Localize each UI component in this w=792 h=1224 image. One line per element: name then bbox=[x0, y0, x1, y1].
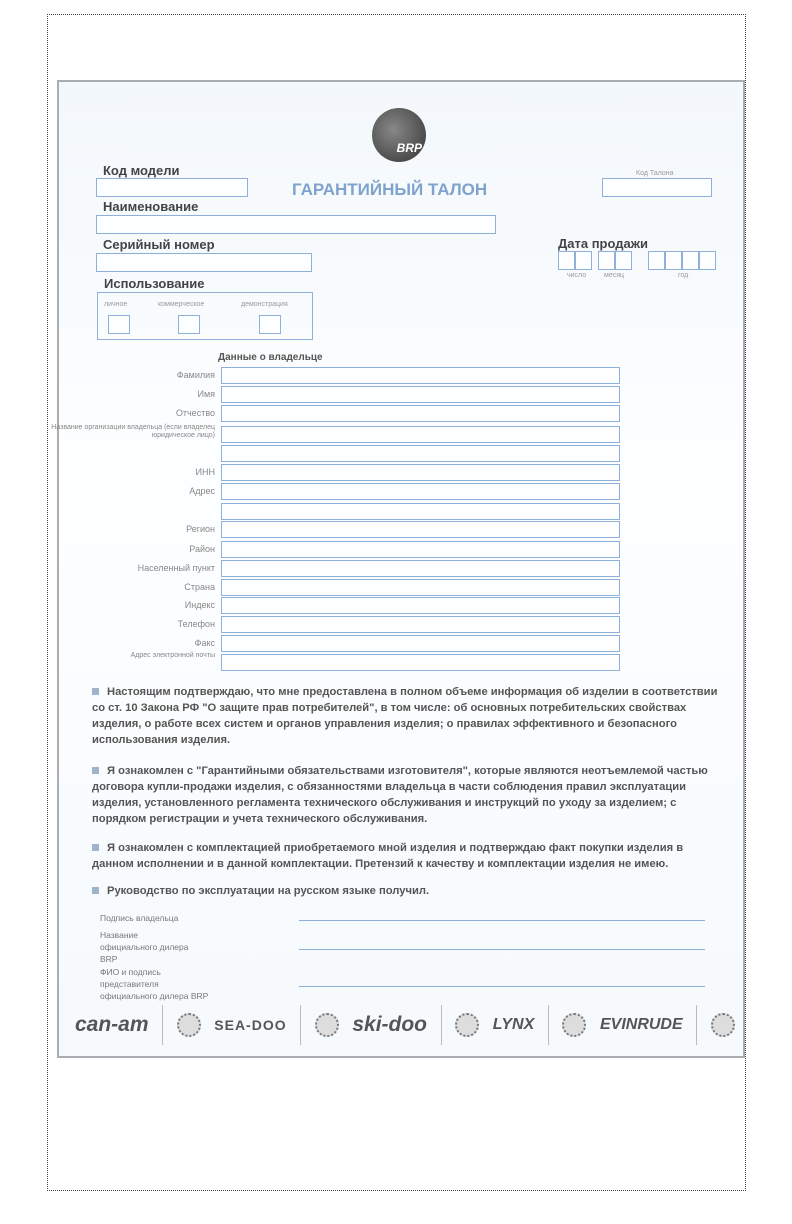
statement-3 bbox=[92, 840, 722, 872]
statement-4 bbox=[92, 883, 722, 899]
owner-field[interactable] bbox=[221, 426, 620, 443]
owner-field[interactable] bbox=[221, 560, 620, 577]
owner-field[interactable] bbox=[221, 654, 620, 671]
brand-evinrude: EVINRUDE bbox=[599, 1016, 683, 1033]
brand-sea-doo: SEA-DOO bbox=[214, 1017, 287, 1033]
owner-field[interactable] bbox=[221, 521, 620, 538]
sale-date-label: Дата продажи bbox=[558, 236, 648, 251]
dealer-name-line[interactable] bbox=[299, 949, 705, 950]
owner-field-label: Адрес bbox=[189, 486, 215, 496]
brp-logo bbox=[372, 108, 426, 162]
name-field[interactable] bbox=[96, 215, 496, 234]
usage-commercial-checkbox[interactable] bbox=[178, 315, 200, 334]
owner-field[interactable] bbox=[221, 503, 620, 520]
statement-text: Руководство по эксплуатации на русском языке получил. bbox=[107, 885, 430, 897]
model-code-label: Код модели bbox=[103, 163, 180, 178]
day-caption: число bbox=[567, 272, 587, 279]
dealer-rep-label: ФИО и подпись представителя официального дилера BRP bbox=[100, 967, 209, 1001]
coupon-code-field[interactable] bbox=[602, 178, 712, 197]
owner-signature-line[interactable] bbox=[299, 920, 705, 921]
owner-field-label: ИНН bbox=[195, 467, 215, 477]
year-caption: год bbox=[678, 272, 689, 279]
bullet-icon bbox=[92, 688, 99, 695]
bullet-icon bbox=[92, 767, 99, 774]
owner-field[interactable] bbox=[221, 445, 620, 462]
statement-text: Настоящим подтверждаю, что мне предоставлена в полном объеме информация об изделии в соответствии со ст. 10 Закона РФ "О защите прав потребителей", в том числе: об основных потребительских свойствах изделия, о работе всех систем и органов управления изделия; о правилах эффективного и безопасного использования изделия. bbox=[92, 686, 718, 746]
owner-field[interactable] bbox=[221, 541, 620, 558]
bullet-icon bbox=[92, 844, 99, 851]
owner-signature-label: Подпись владельца bbox=[100, 913, 179, 923]
statement-1 bbox=[92, 684, 722, 748]
owner-field[interactable] bbox=[221, 405, 620, 422]
statement-text: Я ознакомлен с комплектацией приобретаемого мной изделия и подтверждаю факт покупки изделия в данном исполнении и в данной комплектации. Претензий к качеству и комплектации изделия не имею. bbox=[92, 842, 684, 870]
owner-field-label: Страна bbox=[184, 582, 215, 592]
brand-strip bbox=[75, 1005, 735, 1045]
sale-day-field[interactable] bbox=[558, 251, 592, 270]
brp-gear-icon bbox=[315, 1013, 339, 1037]
dealer-rep-line[interactable] bbox=[299, 986, 705, 987]
statement-2 bbox=[92, 763, 722, 827]
owner-field[interactable] bbox=[221, 483, 620, 500]
sale-year-field[interactable] bbox=[648, 251, 716, 270]
dealer-name-label: Название официального дилера BRP bbox=[100, 930, 189, 964]
coupon-code-label: Код Талона bbox=[636, 170, 674, 177]
owner-field-label: Район bbox=[189, 544, 215, 554]
owner-heading: Данные о владельце bbox=[218, 352, 323, 363]
serial-label: Серийный номер bbox=[103, 237, 215, 252]
brand-ski-doo: ski-doo bbox=[352, 1013, 428, 1036]
bullet-icon bbox=[92, 887, 99, 894]
owner-field-label: Регион bbox=[186, 524, 215, 534]
usage-demo-checkbox[interactable] bbox=[259, 315, 281, 334]
usage-label: Использование bbox=[104, 276, 205, 291]
owner-field[interactable] bbox=[221, 367, 620, 384]
sale-month-field[interactable] bbox=[598, 251, 632, 270]
owner-field-label: Телефон bbox=[177, 619, 215, 629]
usage-personal-checkbox[interactable] bbox=[108, 315, 130, 334]
brand-can-am: can-am bbox=[75, 1013, 149, 1036]
usage-personal-label: личное bbox=[104, 301, 128, 308]
owner-field-label: Индекс bbox=[184, 600, 215, 610]
model-code-field[interactable] bbox=[96, 178, 248, 197]
owner-field[interactable] bbox=[221, 579, 620, 596]
owner-field[interactable] bbox=[221, 464, 620, 481]
brp-gear-icon bbox=[711, 1013, 735, 1037]
owner-field[interactable] bbox=[221, 597, 620, 614]
brand-lynx: LYNX bbox=[492, 1016, 535, 1033]
serial-field[interactable] bbox=[96, 253, 312, 272]
owner-field-label: Населенный пункт bbox=[137, 563, 215, 573]
usage-demo-label: демонстрация bbox=[241, 301, 288, 308]
brp-gear-icon bbox=[177, 1013, 201, 1037]
owner-field-label: Название организации владельца (если владелец юридическое лицо) bbox=[51, 424, 215, 439]
name-label: Наименование bbox=[103, 199, 199, 214]
owner-field[interactable] bbox=[221, 616, 620, 633]
usage-group bbox=[97, 292, 313, 340]
owner-field-label: Фамилия bbox=[176, 370, 215, 380]
logo-text: BRP bbox=[396, 141, 422, 155]
usage-commercial-label: коммерческое bbox=[158, 301, 205, 308]
owner-field-label: Факс bbox=[194, 638, 215, 648]
form-title: ГАРАНТИЙНЫЙ ТАЛОН bbox=[292, 180, 488, 199]
owner-field-label: Адрес электронной почты bbox=[130, 652, 215, 659]
brp-gear-icon bbox=[455, 1013, 479, 1037]
owner-field-label: Имя bbox=[197, 389, 215, 399]
owner-field-label: Отчество bbox=[175, 408, 215, 418]
statement-text: Я ознакомлен с "Гарантийными обязательствами изготовителя", которые являются неотъемлемой частью договора купли-продажи изделия, с обязанностями владельца в части соблюдения правил эксплуатации изделия, установленного регламента технического обслуживания и инструкций по уходу за изделием; с порядком регистрации и учета технического обслуживания. bbox=[92, 765, 708, 825]
brp-gear-icon bbox=[562, 1013, 586, 1037]
owner-field[interactable] bbox=[221, 386, 620, 403]
month-caption: месяц bbox=[604, 272, 625, 279]
owner-field[interactable] bbox=[221, 635, 620, 652]
